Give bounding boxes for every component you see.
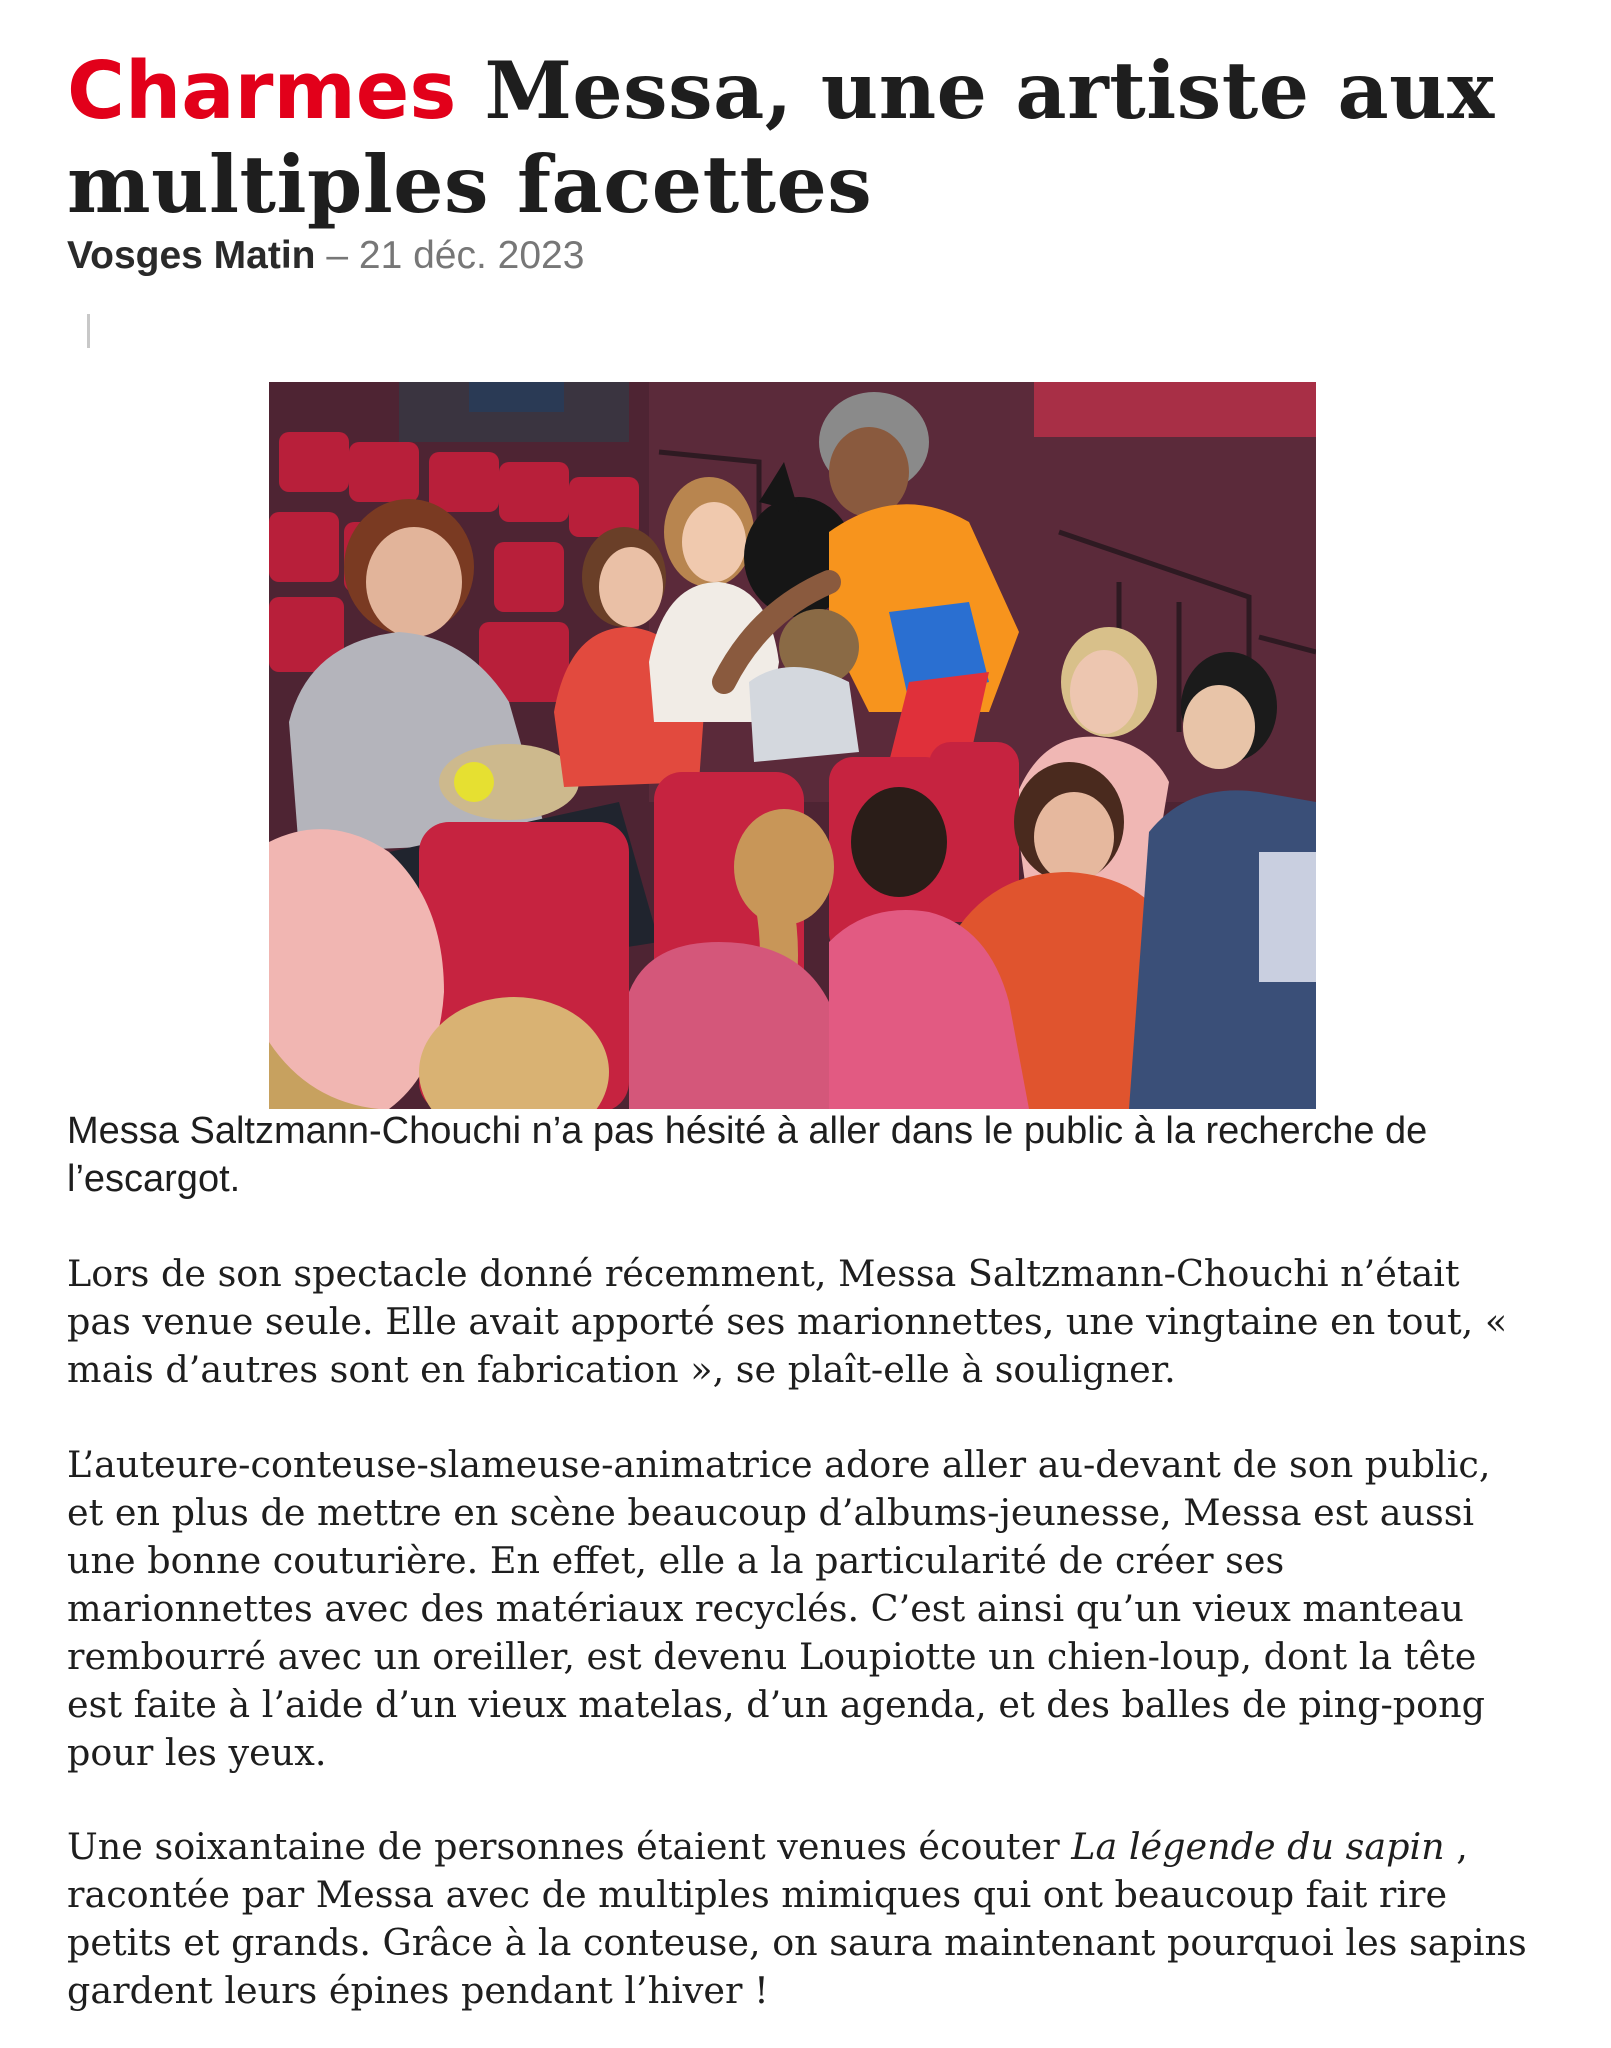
body-paragraph-3-end: , racontée par Messa avec de multiples mimiques qui ont beaucoup fait rire petits et grands. Grâce à la conteuse, on saura maintenant pourquoi les sapins gardent leurs épines pendant l’hiver ! <box>67 1825 1527 2012</box>
story-title: La légende du sapin <box>1071 1825 1445 1868</box>
vertical-divider <box>87 314 90 348</box>
photo-caption: Messa Saltzmann-Chouchi n’a pas hésité à aller dans le public à la recherche de l’escargot. <box>67 1110 1428 1200</box>
body-paragraph-2: L’auteure-conteuse-slameuse-animatrice adore aller au-devant de son public, et en plus de mettre en scène beaucoup d’albums-jeunesse, Messa est aussi une bonne couturière. En effet, elle a la particularité de créer ses marionnettes avec des matériaux recyclés. C’est ainsi qu’un vieux manteau rembourré avec un oreiller, est devenu Loupiotte un chien-loup, dont la tête est faite à l’aide d’un vieux matelas, d’un agenda, et des balles de ping-pong pour les yeux. <box>67 1443 1491 1774</box>
publication-name: Vosges Matin <box>67 234 316 277</box>
publication-date: 21 déc. 2023 <box>358 234 585 277</box>
byline-separator: – <box>326 234 349 277</box>
article-kicker: Charmes <box>67 45 457 137</box>
body-paragraph-1: Lors de son spectacle donné récemment, Messa Saltzmann-Chouchi n’était pas venue seule. Elle avait apporté ses marionnettes, une vingtaine en tout, « mais d’autres sont en fabrication », se plaît-elle à souligner. <box>67 1252 1508 1391</box>
article-photo <box>269 382 1316 1109</box>
article-headline <box>67 44 1507 231</box>
body-paragraph-3-start: Une soixantaine de personnes étaient venues écouter <box>67 1825 1072 1868</box>
article-title: Messa, une artiste aux multiples facettes <box>67 44 1495 231</box>
body-paragraph-3 <box>67 1823 1527 2015</box>
byline <box>67 232 584 280</box>
